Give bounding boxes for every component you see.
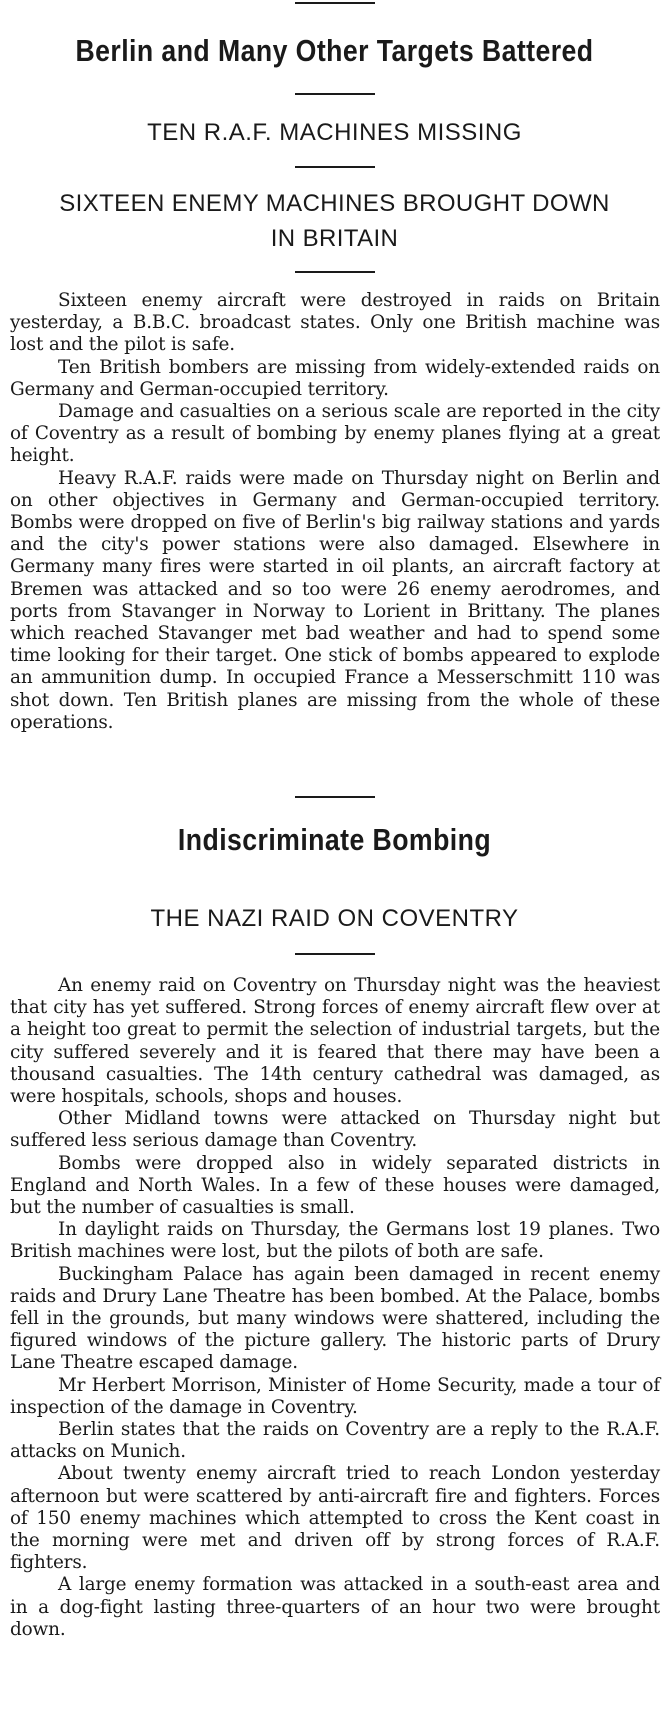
- article2-subhead: THE NAZI RAID ON COVENTRY: [150, 905, 519, 932]
- article1-paragraph: Ten British bombers are missing from widely-extended raids on Germany and German-occupied territory.: [10, 356, 660, 400]
- article1-body: [10, 290, 660, 734]
- article2-body: [10, 975, 660, 1641]
- article1-subhead2-rule: [295, 271, 375, 273]
- article2-paragraph: A large enemy formation was attacked in a south-east area and in a dog-fight lasting three-quarters of an hour two were brought down.: [10, 1574, 660, 1640]
- article1-subhead2-line2: IN BRITAIN: [270, 225, 399, 252]
- article1-paragraph: Damage and casualties on a serious scale are reported in the city of Coventry as a result of bombing by enemy planes flying at a great height.: [10, 401, 660, 467]
- article2-paragraph: In daylight raids on Thursday, the Germans lost 19 planes. Two British machines were lost, but the pilots of both are safe.: [10, 1219, 660, 1263]
- article2-paragraph: An enemy raid on Coventry on Thursday night was the heaviest that city has yet suffered. Strong forces of enemy aircraft flew over at a height too great to permit the selection of industrial targets, but the city suffered severely and it is feared that there may have been a thousand casualties. The 14th century cathedral was damaged, as were hospitals, schools, shops and houses.: [10, 975, 660, 1108]
- article2-paragraph: Bombs were dropped also in widely separated districts in England and North Wales. In a few of these houses were damaged, but the number of casualties is small.: [10, 1152, 660, 1219]
- article2-headline: Indiscriminate Bombing: [177, 822, 492, 857]
- article2-paragraph: Buckingham Palace has again been damaged in recent enemy raids and Drury Lane Theatre has been bombed. At the Palace, bombs fell in the grounds, but many windows were shattered, including the figured windows of the picture gallery. The historic parts of Drury Lane Theatre escaped damage.: [10, 1263, 660, 1374]
- article-separator-rule: [295, 796, 375, 798]
- article1-subhead-rule: [295, 166, 375, 168]
- article1-paragraph: Heavy R.A.F. raids were made on Thursday night on Berlin and on other objectives in Germany and German-occupied territory. Bombs were dropped on five of Berlin's big railway stations and yards and the city's power stations were also damaged. Elsewhere in Germany many fires were started in oil plants, an aircraft factory at Bremen was attacked and so too were 26 enemy aerodromes, and ports from Stavanger in Norway to Lorient in Brittany. The planes which reached Stavanger met bad weather and had to spend some time looking for their target. One stick of bombs appeared to explode an ammunition dump. In occupied France a Messerschmitt 110 was shot down. Ten British planes are missing from the whole of these operations.: [10, 467, 660, 733]
- article2-paragraph: About twenty enemy aircraft tried to reach London yesterday afternoon but were scattered by anti-aircraft fire and fighters. Forces of 150 enemy machines which attempted to cross the Kent coast in the morning were met and driven off by strong forces of R.A.F. fighters.: [10, 1463, 660, 1574]
- article1-paragraph: Sixteen enemy aircraft were destroyed in raids on Britain yesterday, a B.B.C. broadcast states. Only one British machine was lost and the pilot is safe.: [10, 290, 660, 356]
- article2-paragraph: Other Midland towns were attacked on Thursday night but suffered less serious damage than Coventry.: [10, 1108, 660, 1152]
- article1-subhead2-line1: SIXTEEN ENEMY MACHINES BROUGHT DOWN: [59, 190, 610, 217]
- article2-paragraph: Mr Herbert Morrison, Minister of Home Security, made a tour of inspection of the damage in Coventry.: [10, 1374, 660, 1418]
- article2-paragraph: Berlin states that the raids on Coventry are a reply to the R.A.F. attacks on Munich.: [10, 1419, 660, 1463]
- top-rule: [295, 2, 375, 4]
- article1-headline: Berlin and Many Other Targets Battered: [75, 33, 594, 68]
- article1-headline-rule: [295, 93, 375, 95]
- article1-subhead: TEN R.A.F. MACHINES MISSING: [147, 119, 522, 146]
- article1-subhead2: [0, 186, 669, 256]
- article2-subhead-rule: [295, 953, 375, 955]
